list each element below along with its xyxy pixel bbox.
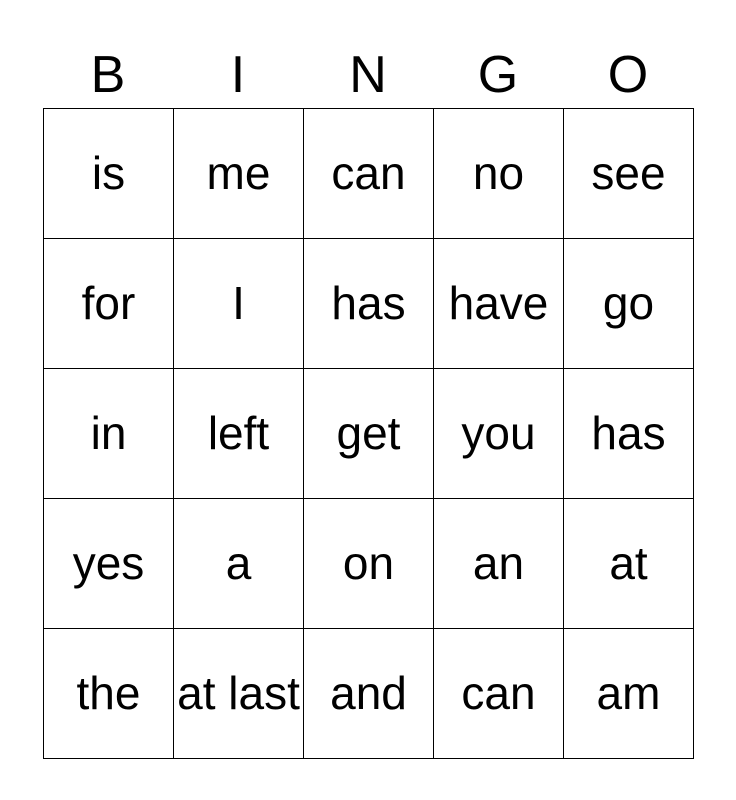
bingo-cell[interactable] xyxy=(564,239,694,369)
bingo-cell[interactable] xyxy=(174,499,304,629)
cell-word: an xyxy=(472,537,525,590)
cell-word: can xyxy=(461,667,536,720)
cell-word: and xyxy=(330,667,407,720)
bingo-cell[interactable] xyxy=(44,109,174,239)
cell-word: you xyxy=(461,407,536,460)
bingo-cell[interactable] xyxy=(564,369,694,499)
bingo-cell[interactable] xyxy=(564,629,694,759)
header-letter-g: G xyxy=(477,46,519,104)
cell-word: see xyxy=(591,147,666,200)
cell-word: for xyxy=(81,277,136,330)
bingo-cell[interactable] xyxy=(434,369,564,499)
header-letter-b: B xyxy=(90,46,126,104)
cell-word: yes xyxy=(72,537,145,590)
bingo-cell[interactable] xyxy=(434,239,564,369)
cell-word: I xyxy=(232,277,245,330)
bingo-cell[interactable] xyxy=(434,109,564,239)
bingo-cell[interactable] xyxy=(44,239,174,369)
bingo-cell[interactable] xyxy=(564,499,694,629)
bingo-cell[interactable] xyxy=(174,369,304,499)
bingo-header xyxy=(43,42,694,108)
cell-word: am xyxy=(596,667,661,720)
cell-word: on xyxy=(342,537,395,590)
cell-word: get xyxy=(336,407,401,460)
bingo-cell[interactable] xyxy=(44,369,174,499)
bingo-cell[interactable] xyxy=(174,109,304,239)
cell-word: left xyxy=(207,407,270,460)
cell-word: at xyxy=(609,537,648,590)
cell-word: in xyxy=(90,407,127,460)
cell-word: at last xyxy=(177,667,300,720)
header-letter-i: I xyxy=(230,46,246,104)
cell-word: is xyxy=(91,147,126,200)
bingo-cell[interactable] xyxy=(304,499,434,629)
cell-word: me xyxy=(206,147,271,200)
bingo-cell[interactable] xyxy=(304,369,434,499)
bingo-cell[interactable] xyxy=(304,629,434,759)
cell-word: can xyxy=(331,147,406,200)
bingo-cell[interactable] xyxy=(44,499,174,629)
header-letter-o: O xyxy=(607,46,649,104)
cell-word: the xyxy=(76,667,141,720)
cell-word: a xyxy=(225,537,252,590)
cell-word: have xyxy=(448,277,549,330)
bingo-cell[interactable] xyxy=(174,629,304,759)
bingo-card xyxy=(43,42,694,759)
cell-word: no xyxy=(472,147,525,200)
cell-word: has xyxy=(591,407,666,460)
cell-word: go xyxy=(602,277,655,330)
bingo-cell[interactable] xyxy=(304,109,434,239)
bingo-cell[interactable] xyxy=(304,239,434,369)
bingo-cell[interactable] xyxy=(434,499,564,629)
header-letter-n: N xyxy=(349,46,387,104)
bingo-cell[interactable] xyxy=(44,629,174,759)
cell-word: has xyxy=(331,277,406,330)
bingo-cell[interactable] xyxy=(434,629,564,759)
bingo-grid xyxy=(43,108,694,759)
bingo-cell[interactable] xyxy=(174,239,304,369)
bingo-cell[interactable] xyxy=(564,109,694,239)
